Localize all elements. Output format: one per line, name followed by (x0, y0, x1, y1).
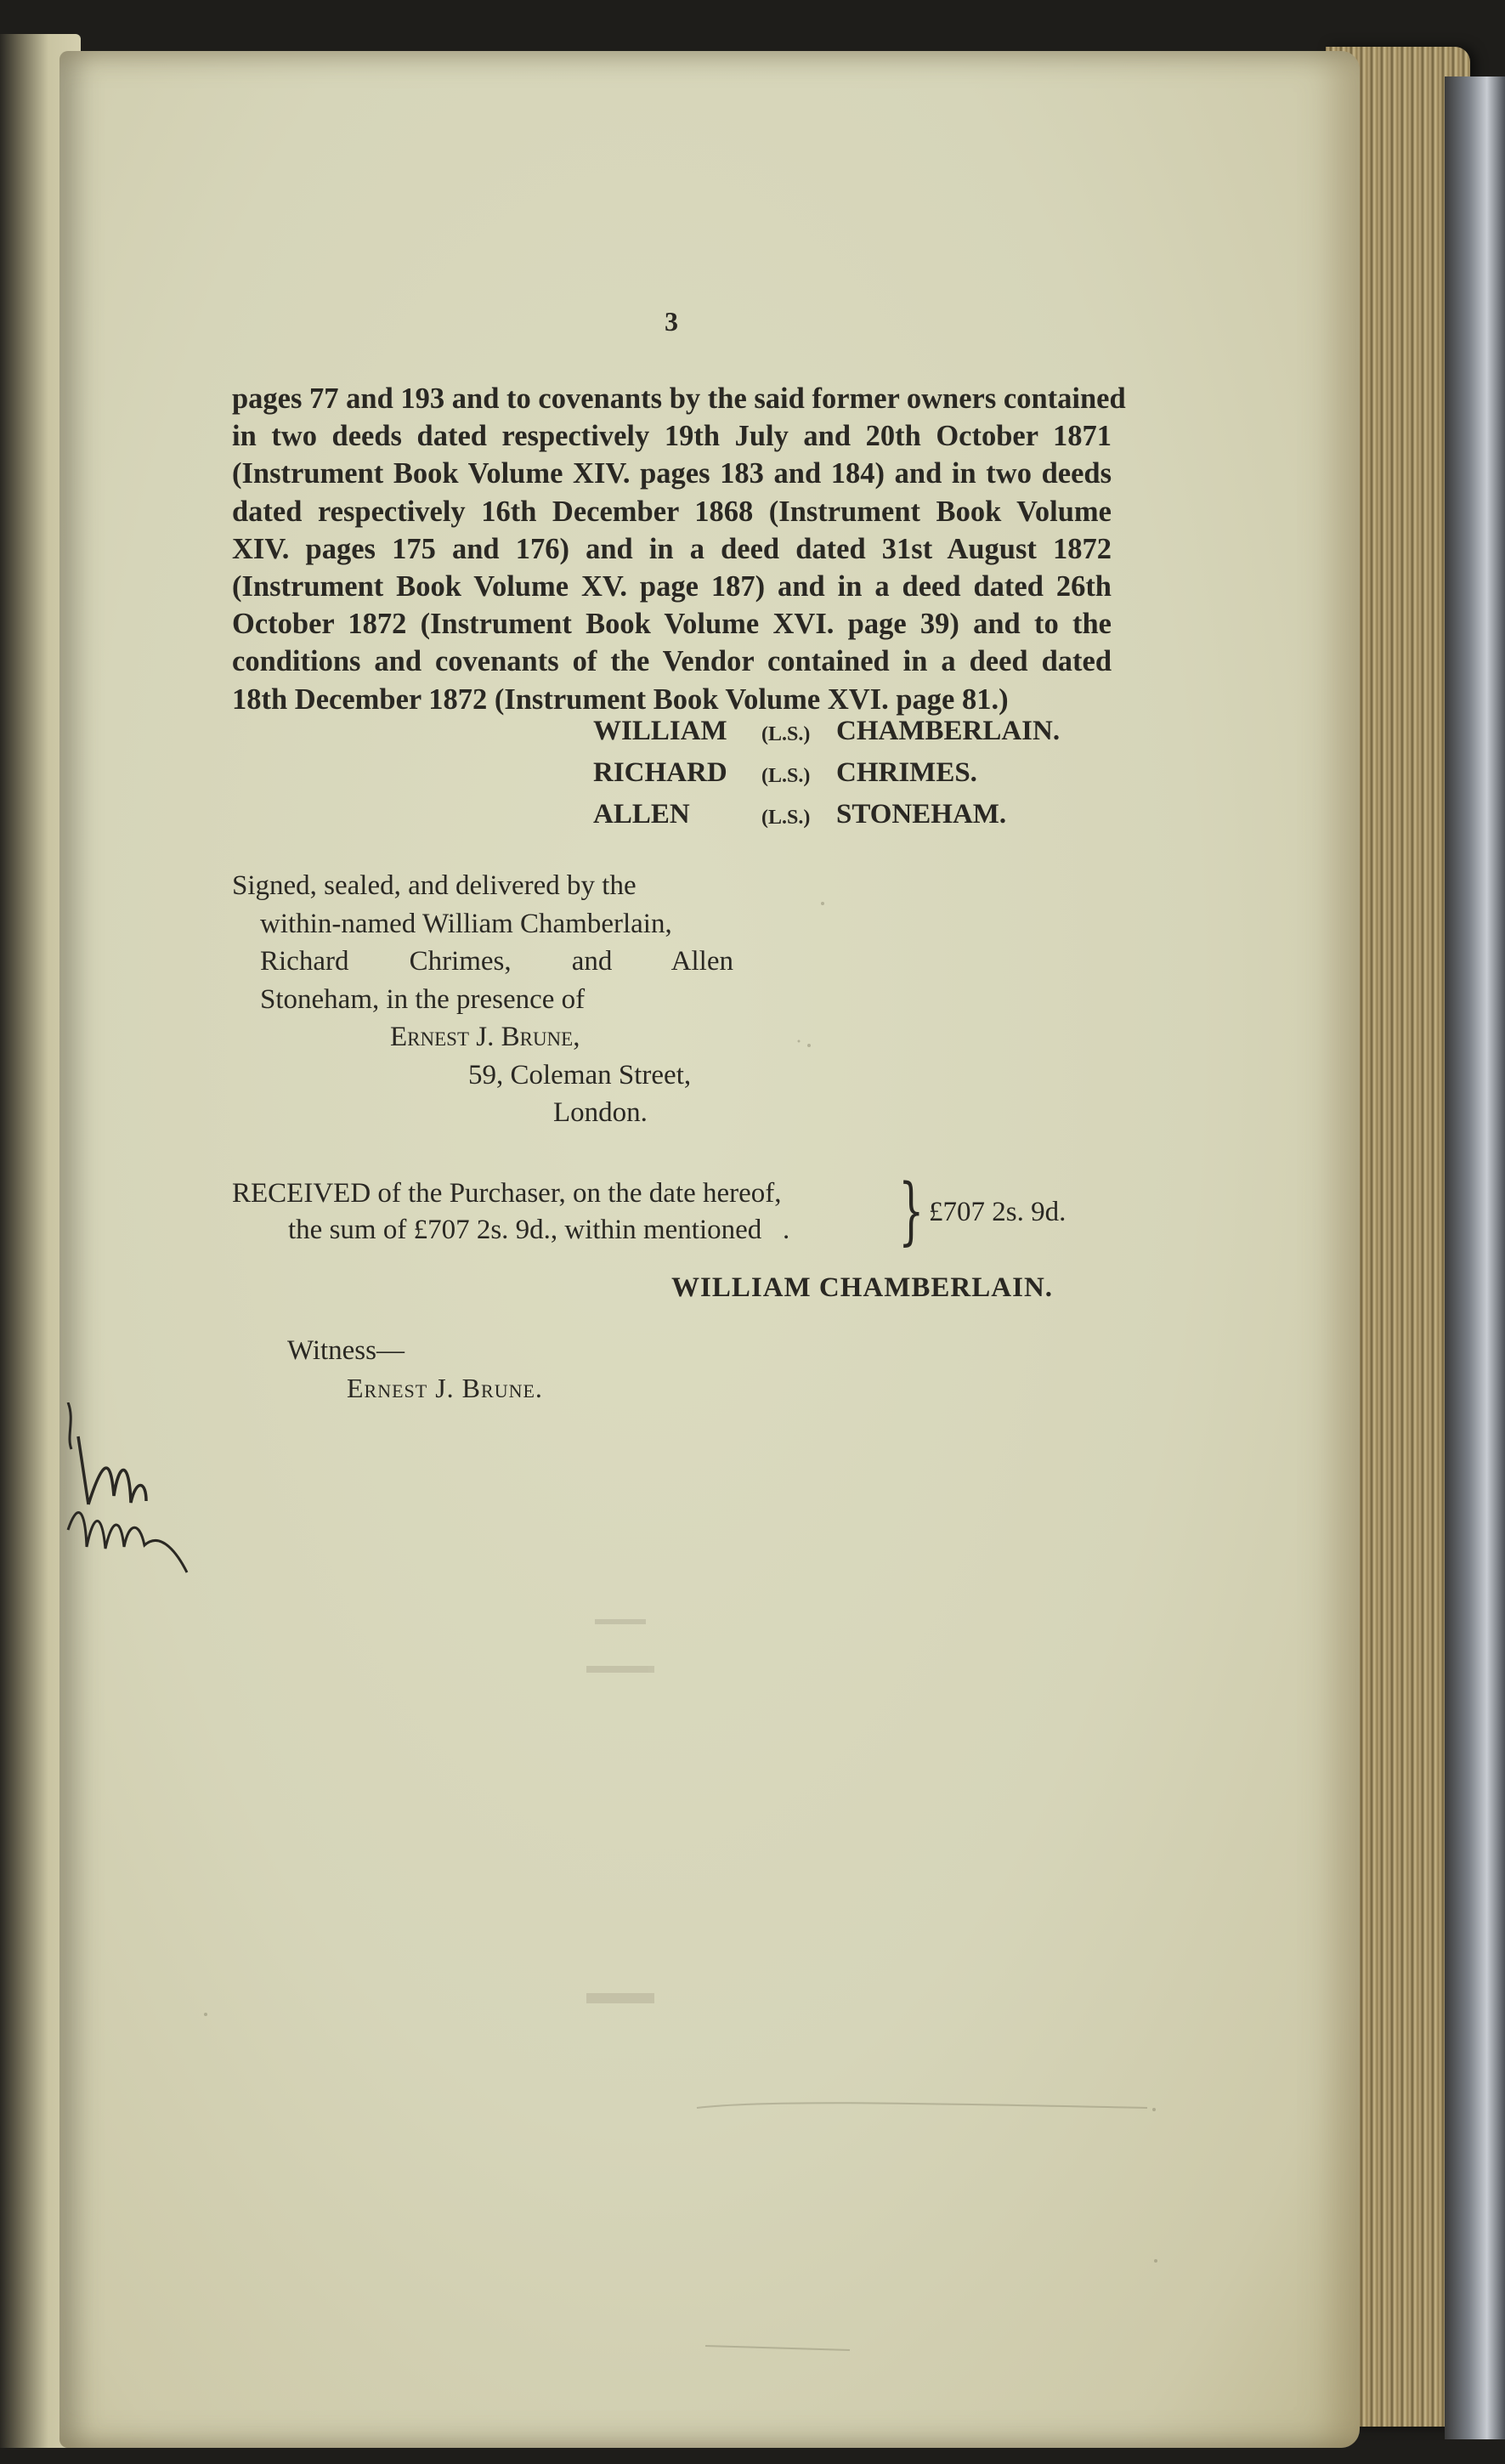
paragraph-line: (Instrument Book Volume XV. page 187) and in a deed dated 26th (232, 570, 1112, 603)
signatory-first-name: WILLIAM (593, 716, 727, 746)
handwritten-marginal-signature (51, 1402, 204, 1615)
signatory-row (593, 754, 1120, 796)
witness-address-street: 59, Coleman Street, (468, 1059, 692, 1090)
attestation-line: Richard Chrimes, and Allen (260, 946, 733, 977)
paragraph-line: pages 77 and 193 and to covenants by the said former owners contained (232, 382, 1126, 415)
attestation-clause (232, 867, 733, 1132)
paragraph-line: conditions and covenants of the Vendor contained in a deed dated (232, 645, 1112, 678)
attesting-witness-name: Ernest J. Brune, (390, 1022, 580, 1052)
receipt-clause (232, 1169, 1116, 1260)
page-number: 3 (665, 306, 678, 337)
signatory-first-name: RICHARD (593, 757, 727, 788)
seal-mark: (L.S.) (761, 807, 811, 829)
witness-label: Witness— (287, 1335, 405, 1366)
signatory-surname: STONEHAM. (836, 799, 1007, 830)
curly-brace: } (898, 1169, 925, 1254)
paragraph-line: October 1872 (Instrument Book Volume XVI. page 39) and to the (232, 608, 1112, 641)
attestation-line: Stoneham, in the presence of (260, 983, 586, 1015)
signatory-first-name: ALLEN (593, 799, 690, 830)
attestation-line: Signed, sealed, and delivered by the (232, 870, 637, 901)
receipt-signer: WILLIAM CHAMBERLAIN. (671, 1272, 1054, 1303)
signatory-row (593, 712, 1120, 754)
receipt-amount: £707 2s. 9d. (929, 1197, 1067, 1227)
signature-block (593, 712, 1120, 837)
leader-dot: . (783, 1215, 790, 1245)
deed-paragraph (232, 380, 1126, 718)
receipt-line (288, 1212, 789, 1249)
paragraph-line: XIV. pages 175 and 176) and in a deed dated 31st August 1872 (232, 532, 1112, 565)
receipt-line: RECEIVED of the Purchaser, on the date hereof, (232, 1178, 782, 1209)
witness-name: Ernest J. Brune. (347, 1373, 543, 1403)
paragraph-line: in two deeds dated respectively 19th July and 20th October 1871 (232, 420, 1112, 453)
signatory-row (593, 796, 1120, 837)
signatory-surname: CHRIMES. (836, 757, 977, 788)
seal-mark: (L.S.) (761, 765, 811, 787)
paragraph-line: 18th December 1872 (Instrument Book Volume XVI. page 81.) (232, 683, 1009, 716)
signatory-surname: CHAMBERLAIN. (836, 716, 1061, 746)
paragraph-line: (Instrument Book Volume XIV. pages 183 and 184) and in two deeds (232, 457, 1112, 490)
witness-address-city: London. (553, 1097, 648, 1128)
paragraph-line: dated respectively 16th December 1868 (Instrument Book Volume (232, 495, 1112, 528)
attestation-line: within-named William Chamberlain, (260, 908, 672, 939)
receipt-text: the sum of £707 2s. 9d., within mentioned (288, 1215, 762, 1245)
seal-mark: (L.S.) (761, 723, 811, 745)
binder-edge (1445, 76, 1505, 2439)
